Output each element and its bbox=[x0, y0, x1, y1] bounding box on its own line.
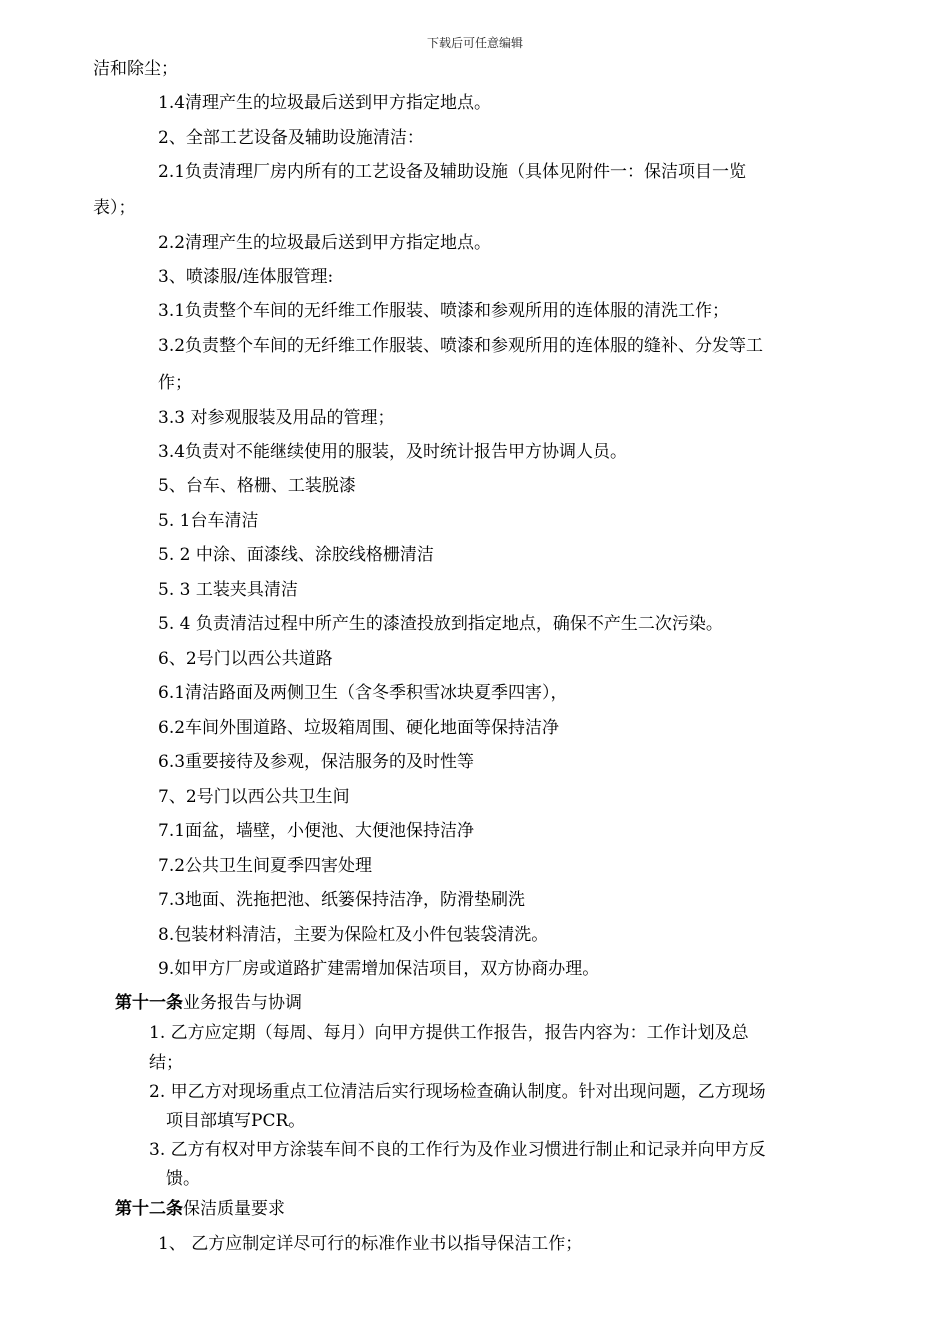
text-line: 7.3地面、洗拖把池、纸篓保持洁净，防滑垫刷洗 bbox=[158, 890, 526, 910]
text-line: 6、2号门以西公共道路 bbox=[158, 649, 333, 669]
text-line: 1. 乙方应定期（每周、每月）向甲方提供工作报告，报告内容为：工作计划及总 bbox=[149, 1023, 749, 1043]
text-line: 表）； bbox=[93, 198, 136, 218]
section-title: 业务报告与协调 bbox=[183, 993, 302, 1013]
text-line: 5. 4 负责清洁过程中所产生的漆渣投放到指定地点，确保不产生二次污染。 bbox=[158, 614, 723, 634]
section-label: 第十二条 bbox=[115, 1199, 183, 1219]
text-line: 结； bbox=[149, 1053, 183, 1073]
section-heading bbox=[115, 992, 302, 1014]
text-line: 5. 1台车清洁 bbox=[158, 511, 259, 531]
text-line: 5. 2 中涂、面漆线、涂胶线格栅清洁 bbox=[158, 545, 434, 565]
text-line: 6.3重要接待及参观，保洁服务的及时性等 bbox=[158, 752, 475, 772]
text-line: 3.4负责对不能继续使用的服装，及时统计报告甲方协调人员。 bbox=[158, 442, 628, 462]
text-line: 5、台车、格栅、工装脱漆 bbox=[158, 476, 356, 496]
text-line: 馈。 bbox=[166, 1169, 200, 1189]
text-line: 作； bbox=[158, 373, 192, 393]
text-line: 5. 3 工装夹具清洁 bbox=[158, 580, 298, 600]
text-line: 6.2车间外围道路、垃圾箱周围、硬化地面等保持洁净 bbox=[158, 718, 560, 738]
text-line: 1.4清理产生的垃圾最后送到甲方指定地点。 bbox=[158, 93, 492, 113]
text-line: 7、2号门以西公共卫生间 bbox=[158, 787, 350, 807]
text-line: 2、全部工艺设备及辅助设施清洁： bbox=[158, 128, 424, 148]
text-line: 3. 乙方有权对甲方涂装车间不良的工作行为及作业习惯进行制止和记录并向甲方反 bbox=[149, 1140, 766, 1160]
text-line: 3.2负责整个车间的无纤维工作服装、喷漆和参观所用的连体服的缝补、分发等工 bbox=[158, 336, 764, 356]
page-header: 下载后可任意编辑 bbox=[426, 36, 523, 50]
text-line: 6.1清洁路面及两侧卫生（含冬季积雪冰块夏季四害）， bbox=[158, 683, 568, 703]
text-line: 洁和除尘； bbox=[93, 59, 178, 79]
text-line: 2.2清理产生的垃圾最后送到甲方指定地点。 bbox=[158, 233, 492, 253]
text-line: 1、 乙方应制定详尽可行的标准作业书以指导保洁工作； bbox=[158, 1234, 583, 1254]
section-title: 保洁质量要求 bbox=[183, 1199, 285, 1219]
text-line: 9.如甲方厂房或道路扩建需增加保洁项目，双方协商办理。 bbox=[158, 959, 600, 979]
text-line: 7.1面盆，墙壁，小便池、大便池保持洁净 bbox=[158, 821, 475, 841]
text-line: 8.包装材料清洁，主要为保险杠及小件包装袋清洗。 bbox=[158, 925, 549, 945]
section-heading bbox=[115, 1198, 285, 1220]
text-line: 项目部填写PCR。 bbox=[166, 1111, 306, 1131]
text-line: 3.3 对参观服装及用品的管理； bbox=[158, 408, 395, 428]
text-line: 2. 甲乙方对现场重点工位清洁后实行现场检查确认制度。针对出现问题，乙方现场 bbox=[149, 1082, 766, 1102]
text-line: 2.1负责清理厂房内所有的工艺设备及辅助设施（具体见附件一：保洁项目一览 bbox=[158, 162, 747, 182]
text-line: 7.2公共卫生间夏季四害处理 bbox=[158, 856, 373, 876]
text-line: 3.1负责整个车间的无纤维工作服装、喷漆和参观所用的连体服的清洗工作； bbox=[158, 301, 730, 321]
text-line: 3、喷漆服/连体服管理: bbox=[158, 267, 334, 287]
section-label: 第十一条 bbox=[115, 993, 183, 1013]
